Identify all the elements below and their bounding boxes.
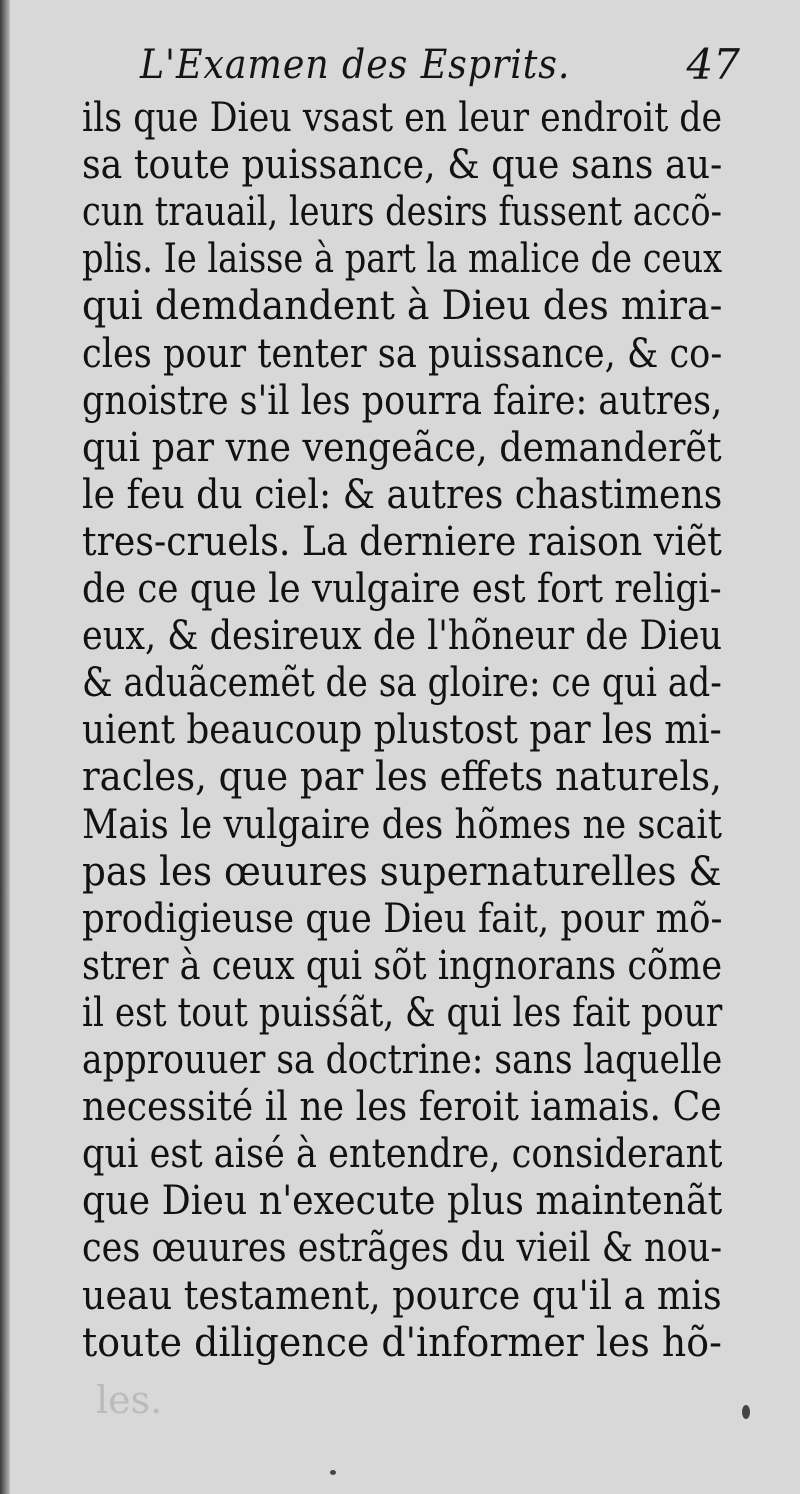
text-line: ces œuures estrãges du vieil & nou- xyxy=(82,1225,723,1272)
text-line: qui demdandent à Dieu des mira- xyxy=(82,283,723,330)
text-line: necessité il ne les feroit iamais. Ce xyxy=(82,1084,722,1131)
text-line: plis. Ie laisse à part la malice de ceux xyxy=(82,236,723,283)
text-line: cun trauail, leurs desirs fussent accõ- xyxy=(82,189,722,236)
text-line: Mais le vulgaire des hõmes ne scait xyxy=(82,801,722,848)
text-line: cles pour tenter sa puissance, & co- xyxy=(82,330,723,377)
text-line: & aduãcemẽt de sa gloire: ce qui ad- xyxy=(82,660,722,707)
text-line: toute diligence d'informer les hõ- xyxy=(82,1319,722,1366)
text-line: racles, que par les effets naturels, xyxy=(82,754,722,801)
text-line: il est tout puisśãt, & qui les fait pour xyxy=(82,989,723,1036)
text-line: qui est aisé à entendre, considerant xyxy=(82,1131,723,1178)
text-line: prodigieuse que Dieu fait, pour mõ- xyxy=(82,895,723,942)
text-line: de ce que le vulgaire est fort religi- xyxy=(82,566,722,612)
text-line: approuuer sa doctrine: sans laquelle xyxy=(82,1037,723,1083)
text-line: qui par vne vengeãce, demanderẽt xyxy=(82,424,722,471)
gutter-shadow xyxy=(0,0,10,1494)
text-line: pas les œuures supernaturelles & xyxy=(82,848,722,895)
text-line: gnoistre s'il les pourra faire: autres, xyxy=(82,377,723,424)
text-line: que Dieu n'execute plus maintenãt xyxy=(82,1178,723,1225)
text-line: sa toute puissance, & que sans au- xyxy=(82,142,723,189)
text-line: strer à ceux qui sõt ingnorans cõme xyxy=(82,942,723,989)
ink-speck xyxy=(330,1470,336,1475)
ink-speck xyxy=(742,1405,750,1419)
text-line: tres-cruels. La derniere raison viẽt xyxy=(82,518,722,565)
text-line: ils que Dieu vsast en leur endroit de xyxy=(82,95,723,141)
page-number: 47 xyxy=(686,40,740,89)
text-line: eux, & desireux de l'hõneur de Dieu xyxy=(82,613,723,660)
running-title: L'Examen des Esprits. xyxy=(140,42,571,88)
text-line: uient beaucoup plustost par les mi- xyxy=(82,707,722,754)
text-line: ueau testament, pource qu'il a mis xyxy=(82,1272,722,1319)
bleed-through-text: les. xyxy=(96,1378,163,1422)
text-line: le feu du ciel: & autres chastimens xyxy=(82,471,723,518)
running-head xyxy=(140,42,740,98)
